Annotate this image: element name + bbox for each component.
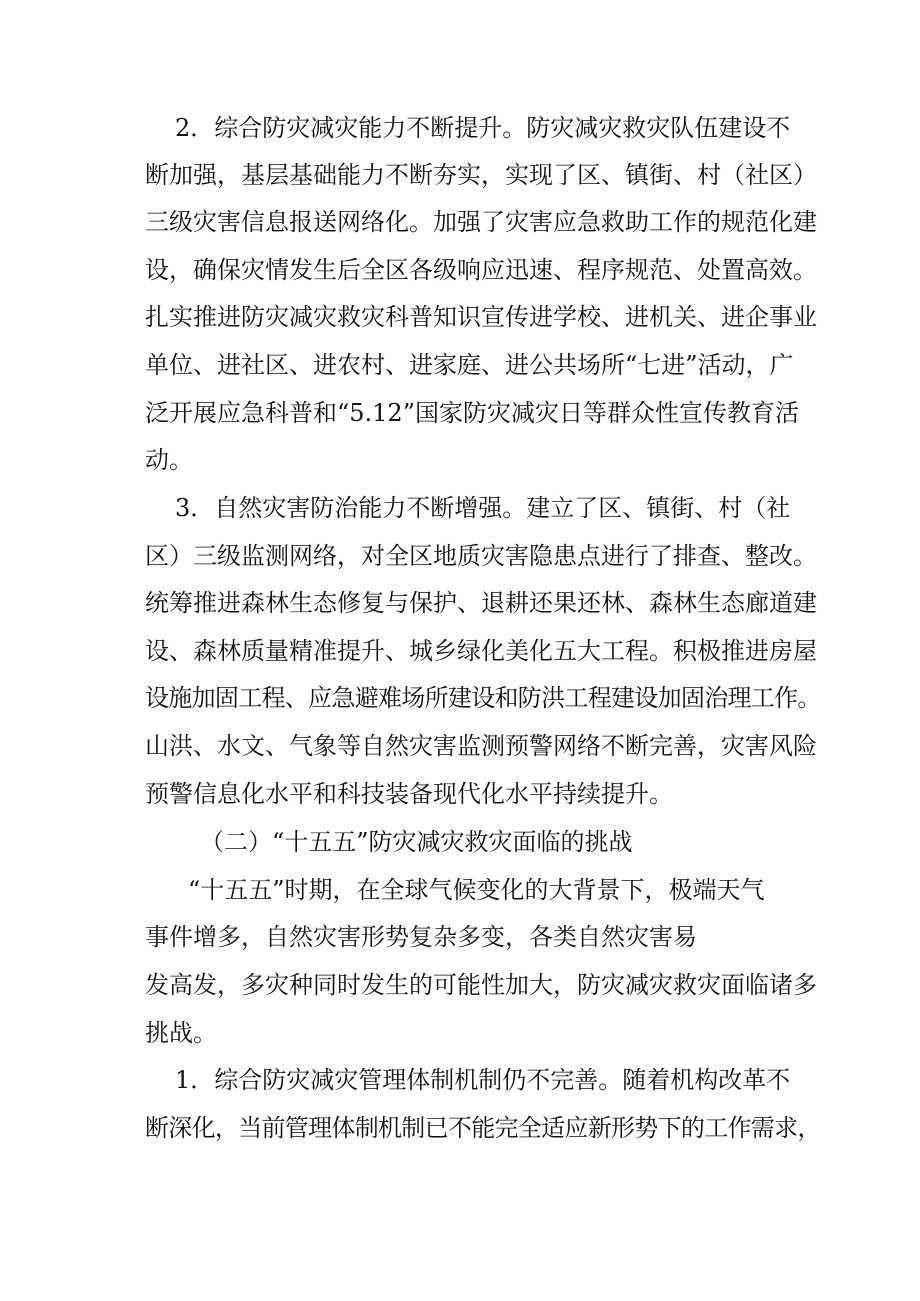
text-line: 设、森林质量精准提升、城乡绿化美化五大工程。积极推进房屋	[145, 637, 817, 665]
text-line: 区）三级监测网络，对全区地质灾害隐患点进行了排查、整改。	[145, 542, 817, 570]
text-line: 设施加固工程、应急避难场所建设和防洪工程建设加固治理工作。	[145, 684, 821, 712]
text-line: 山洪、水文、气象等自然灾害监测预警网络不断完善，灾害风险	[145, 732, 817, 760]
text-line: 统筹推进森林生态修复与保护、退耕还果还林、森林生态廊道建	[145, 589, 817, 617]
text-line: 设，确保灾情发生后全区各级响应迅速、程序规范、处置高效。	[145, 256, 817, 284]
text-line: 断加强，基层基础能力不断夯实，实现了区、镇街、村（社区）	[145, 161, 817, 189]
text-line: 单位、进社区、进农村、进家庭、进公共场所“七进”活动，广	[145, 351, 794, 379]
text-line: 动。	[145, 446, 193, 474]
text-line: 挑战。	[145, 1019, 217, 1047]
text-line: “十五五”时期，在全球气候变化的大背景下，极端天气	[188, 876, 765, 904]
text-line: 预警信息化水平和科技装备现代化水平持续提升。	[145, 780, 673, 808]
text-line: 扎实推进防灾减灾救灾科普知识宣传进学校、进机关、进企事业	[145, 303, 817, 331]
text-line: 1．综合防灾减灾管理体制机制仍不完善。随着机构改革不	[175, 1066, 791, 1094]
text-line: 发高发，多灾种同时发生的可能性加大，防灾减灾救灾面临诸多	[145, 971, 817, 999]
text-line: 断深化，当前管理体制机制已不能完全适应新形势下的工作需求，	[145, 1114, 821, 1142]
text-line: 2．综合防灾减灾能力不断提升。防灾减灾救灾队伍建设不	[175, 114, 791, 142]
text-line: 三级灾害信息报送网络化。加强了灾害应急救助工作的规范化建	[145, 208, 817, 236]
section-heading: （二）“十五五”防灾减灾救灾面临的挑战	[200, 828, 633, 856]
text-line: 3．自然灾害防治能力不断增强。建立了区、镇街、村（社	[175, 494, 791, 522]
text-line: 泛开展应急科普和“5.12”国家防灾减灾日等群众性宣传教育活	[145, 399, 799, 427]
text-line: 事件增多，自然灾害形势复杂多变，各类自然灾害易	[145, 923, 697, 951]
